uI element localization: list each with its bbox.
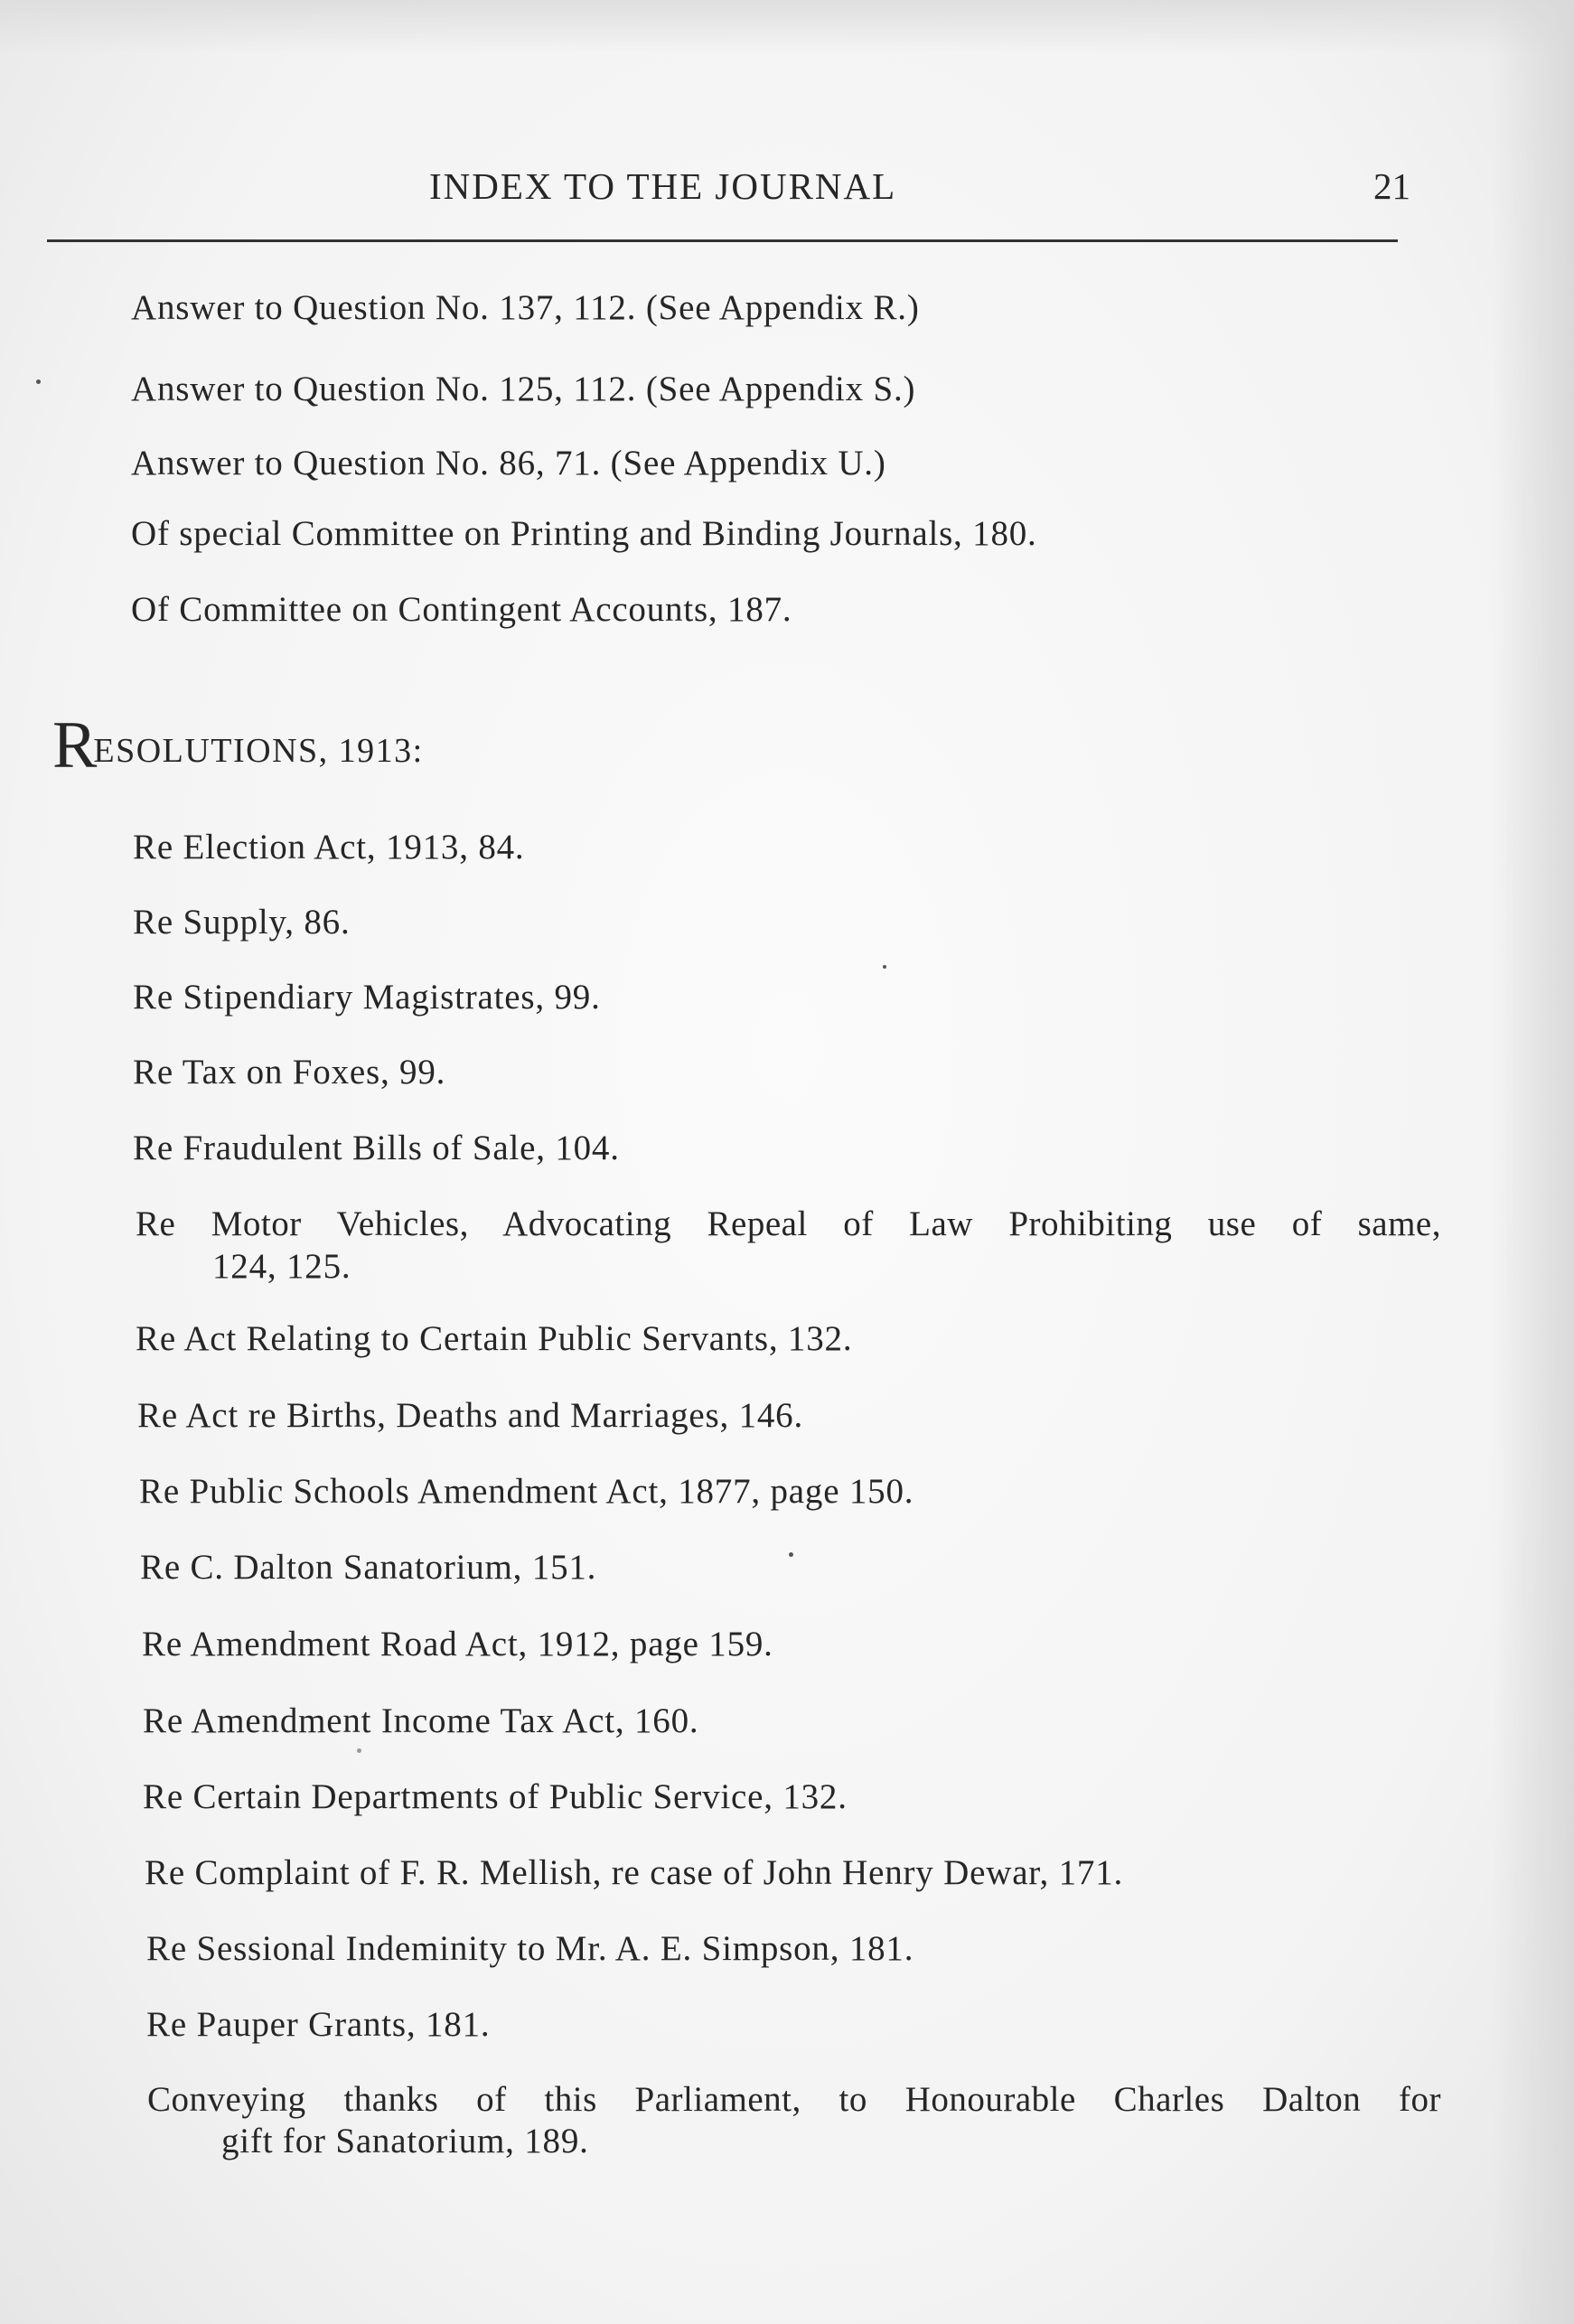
- report-entry: Of Committee on Contingent Accounts, 187.: [131, 590, 792, 629]
- resolution-entry: Re Sessional Indeminity to Mr. A. E. Simpson, 181.: [146, 1929, 914, 1968]
- resolution-entry: Re Stipendiary Magistrates, 99.: [133, 978, 601, 1017]
- resolution-entry: Re Public Schools Amendment Act, 1877, page 150.: [139, 1472, 914, 1511]
- resolution-entry: Re Fraudulent Bills of Sale, 104.: [133, 1129, 620, 1167]
- resolution-entry: Re Amendment Road Act, 1912, page 159.: [142, 1625, 773, 1663]
- resolution-entry-continuation: gift for Sanatorium, 189.: [221, 2122, 589, 2160]
- paper-speck: [36, 380, 41, 384]
- resolution-entry: Re Certain Departments of Public Service, 132.: [143, 1777, 848, 1816]
- resolution-entry-continuation: 124, 125.: [212, 1247, 351, 1286]
- resolution-entry: Re Act re Births, Deaths and Marriages, 146.: [137, 1396, 804, 1435]
- resolutions-heading: [52, 708, 424, 782]
- resolution-entry: Re Amendment Income Tax Act, 160.: [143, 1701, 699, 1740]
- report-entry: Answer to Question No. 137, 112. (See Appendix R.): [131, 288, 920, 327]
- paper-speck: [883, 965, 886, 969]
- resolution-entry: Re Complaint of F. R. Mellish, re case of John Henry Dewar, 171.: [145, 1853, 1124, 1892]
- resolution-entry: Re Election Act, 1913, 84.: [133, 828, 525, 867]
- resolution-entry: Re C. Dalton Sanatorium, 151.: [140, 1548, 597, 1587]
- report-entry: Answer to Question No. 125, 112. (See Appendix S.): [131, 370, 916, 408]
- page-number: 21: [1373, 165, 1410, 207]
- resolution-entry: Re Supply, 86.: [133, 903, 351, 942]
- resolution-entry-first-line: Conveying thanks of this Parliament, to Honourable Charles Dalton for: [147, 2080, 1441, 2119]
- heading-text: ESOLUTIONS, 1913:: [93, 732, 424, 770]
- report-entry: Of special Committee on Printing and Binding Journals, 180.: [131, 514, 1037, 553]
- resolution-entry: Re Act Relating to Certain Public Servants, 132.: [136, 1319, 853, 1358]
- running-header-title: INDEX TO THE JOURNAL: [429, 165, 897, 207]
- report-entry: Answer to Question No. 86, 71. (See Appendix U.): [131, 444, 886, 483]
- resolution-entry: Re Tax on Foxes, 99.: [133, 1053, 446, 1092]
- paper-speck: [357, 1748, 361, 1753]
- heading-drop-cap: R: [52, 708, 98, 782]
- resolution-entry: Re Pauper Grants, 181.: [146, 2005, 491, 2044]
- header-rule: [47, 239, 1398, 242]
- paper-speck: [789, 1552, 793, 1557]
- resolution-entry-first-line: Re Motor Vehicles, Advocating Repeal of Law Prohibiting use of same,: [136, 1204, 1441, 1243]
